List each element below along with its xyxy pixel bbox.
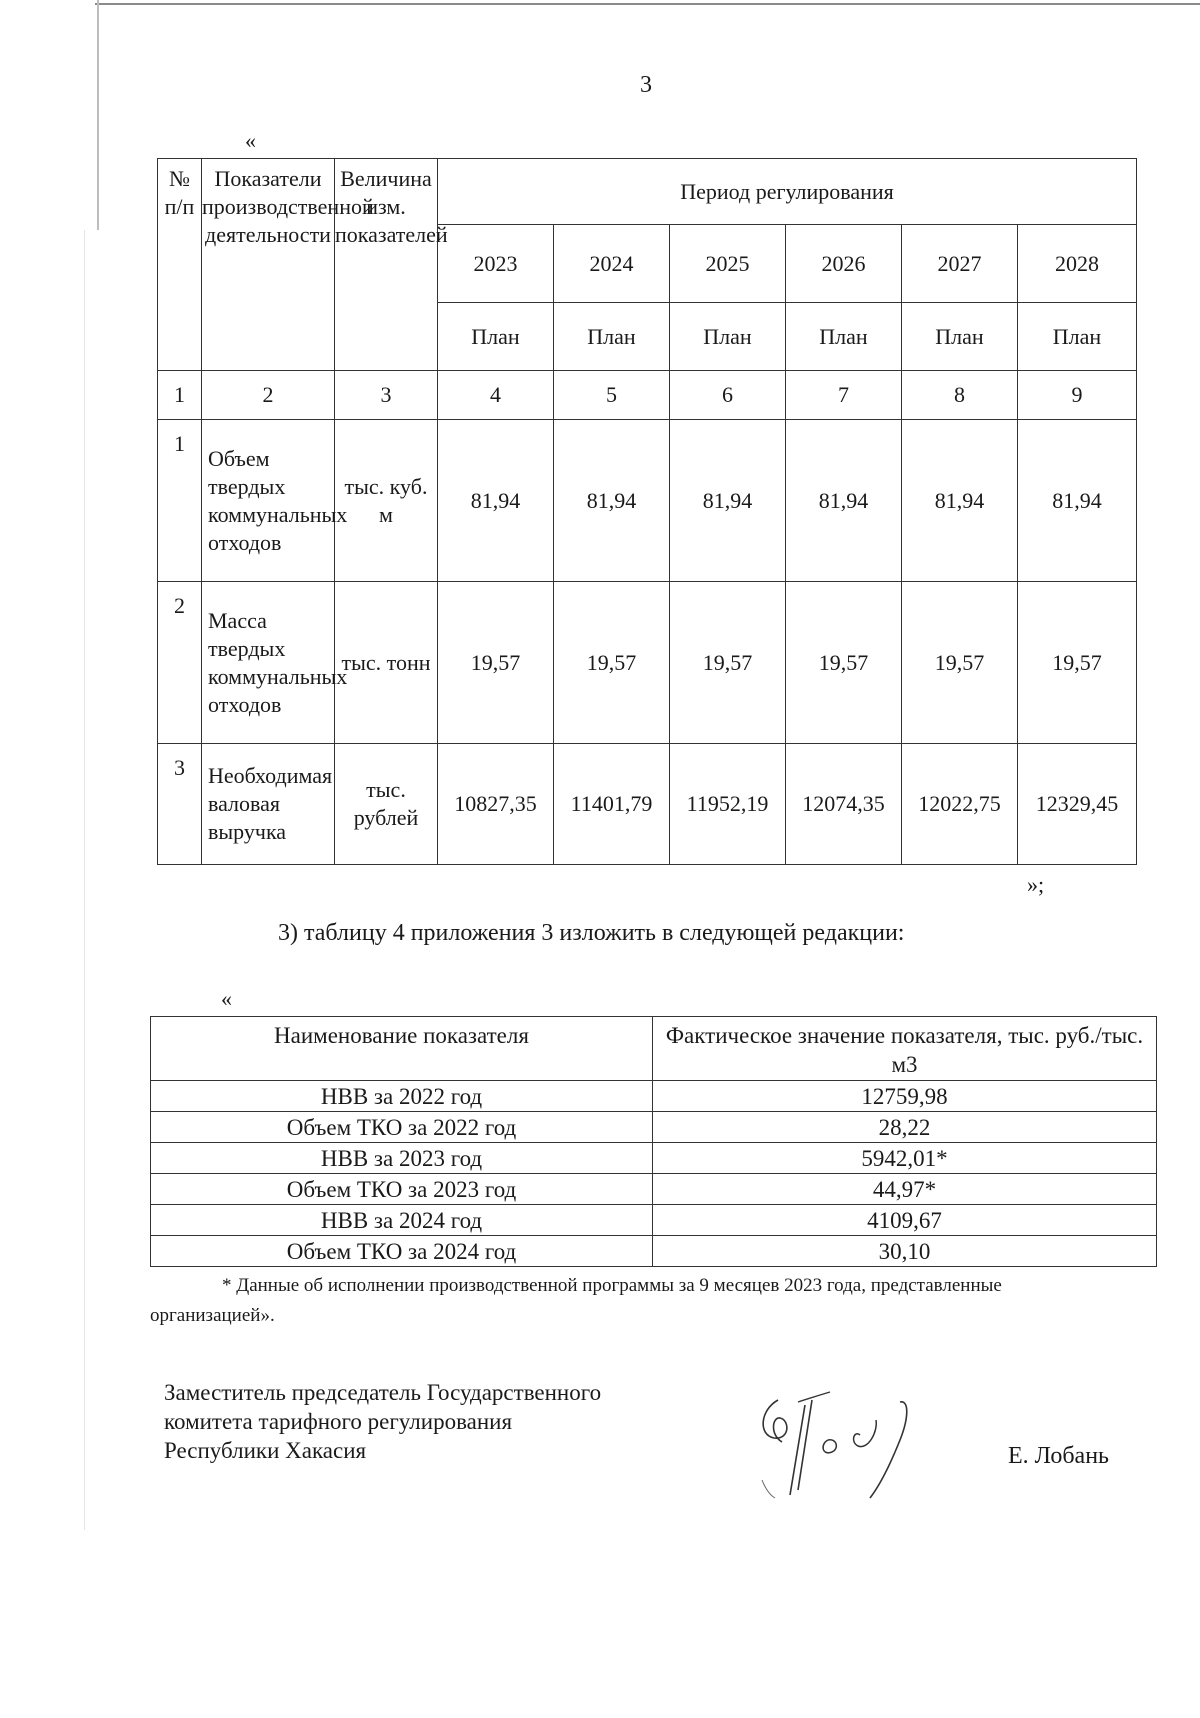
header-plan: План — [1018, 303, 1137, 371]
row-value: 81,94 — [902, 420, 1018, 582]
row-unit: тыс. куб. м — [335, 420, 438, 582]
row-value: 81,94 — [438, 420, 554, 582]
column-index: 7 — [786, 371, 902, 420]
row-value: 19,57 — [786, 582, 902, 744]
row-value: 12022,75 — [902, 744, 1018, 865]
signer-title — [164, 1378, 601, 1465]
row-unit: тыс. рублей — [335, 744, 438, 865]
header-row-number: № п/п — [158, 159, 202, 371]
column-index: 8 — [902, 371, 1018, 420]
header-plan: План — [438, 303, 554, 371]
column-index: 4 — [438, 371, 554, 420]
closing-quote-table1: »; — [1027, 872, 1045, 897]
handwritten-signature — [750, 1380, 950, 1510]
header-year: 2023 — [438, 225, 554, 303]
indicator-value: 44,97* — [653, 1174, 1157, 1205]
header-plan: План — [902, 303, 1018, 371]
indicator-name: НВВ за 2024 год — [151, 1205, 653, 1236]
indicator-value: 4109,67 — [653, 1205, 1157, 1236]
regulation-period-table — [157, 158, 1137, 865]
signer-name: Е. Лобань — [1008, 1443, 1109, 1469]
row-number: 3 — [158, 744, 202, 865]
header-year: 2027 — [902, 225, 1018, 303]
table-row — [158, 744, 1137, 865]
table-row — [151, 1143, 1157, 1174]
column-index: 3 — [335, 371, 438, 420]
opening-quote-table1: « — [245, 128, 256, 153]
indicator-name: Объем ТКО за 2023 год — [151, 1174, 653, 1205]
footnote-line: организацией». — [150, 1305, 275, 1326]
scan-edge-left-faint — [84, 230, 85, 1530]
header-indicator-name: Наименование показателя — [151, 1017, 653, 1081]
row-value: 19,57 — [554, 582, 670, 744]
header-indicator: Показатели производственной деятельности — [202, 159, 335, 371]
scan-edge-top — [95, 3, 1200, 5]
indicator-value: 12759,98 — [653, 1081, 1157, 1112]
row-number: 1 — [158, 420, 202, 582]
row-unit: тыс. тонн — [335, 582, 438, 744]
row-value: 19,57 — [670, 582, 786, 744]
header-period: Период регулирования — [438, 159, 1137, 225]
scan-edge-left — [97, 0, 99, 230]
table-row — [158, 420, 1137, 582]
signer-title-line: Республики Хакасия — [164, 1438, 367, 1463]
footnote-line: * Данные об исполнении производственной программы за 9 месяцев 2023 года, представленные — [222, 1275, 1002, 1296]
row-name: Масса твердых коммунальных отходов — [202, 582, 335, 744]
header-year: 2024 — [554, 225, 670, 303]
header-actual-value: Фактическое значение показателя, тыс. руб./тыс. м3 — [653, 1017, 1157, 1081]
table-row — [158, 582, 1137, 744]
row-value: 81,94 — [786, 420, 902, 582]
row-value: 11401,79 — [554, 744, 670, 865]
row-value: 12074,35 — [786, 744, 902, 865]
footnote — [150, 1271, 1156, 1331]
indicator-value: 5942,01* — [653, 1143, 1157, 1174]
header-year: 2026 — [786, 225, 902, 303]
row-value: 12329,45 — [1018, 744, 1137, 865]
header-year: 2025 — [670, 225, 786, 303]
header-plan: План — [554, 303, 670, 371]
indicator-name: Объем ТКО за 2022 год — [151, 1112, 653, 1143]
column-index: 5 — [554, 371, 670, 420]
row-value: 81,94 — [670, 420, 786, 582]
table-row — [151, 1205, 1157, 1236]
column-index-row — [158, 371, 1137, 420]
row-value: 19,57 — [1018, 582, 1137, 744]
row-value: 81,94 — [554, 420, 670, 582]
row-value: 81,94 — [1018, 420, 1137, 582]
signer-title-line: Заместитель председатель Государственного — [164, 1380, 602, 1405]
indicator-name: НВВ за 2022 год — [151, 1081, 653, 1112]
column-index: 6 — [670, 371, 786, 420]
indicator-name: Объем ТКО за 2024 год — [151, 1236, 653, 1267]
page-number: 3 — [640, 72, 652, 98]
row-value: 10827,35 — [438, 744, 554, 865]
table-row — [151, 1236, 1157, 1267]
row-value: 19,57 — [438, 582, 554, 744]
opening-quote-table2: « — [221, 986, 232, 1011]
row-value: 11952,19 — [670, 744, 786, 865]
signer-title-line: комитета тарифного регулирования — [164, 1409, 513, 1434]
row-name: Необходимая валовая выручка — [202, 744, 335, 865]
header-plan: План — [670, 303, 786, 371]
column-index: 9 — [1018, 371, 1137, 420]
indicator-name: НВВ за 2023 год — [151, 1143, 653, 1174]
header-unit: Величина изм. показателей — [335, 159, 438, 371]
indicator-value: 30,10 — [653, 1236, 1157, 1267]
actual-values-table — [150, 1016, 1157, 1267]
header-plan: План — [786, 303, 902, 371]
table-row — [151, 1112, 1157, 1143]
table-row — [151, 1174, 1157, 1205]
column-index: 1 — [158, 371, 202, 420]
indicator-value: 28,22 — [653, 1112, 1157, 1143]
row-name: Объем твердых коммунальных отходов — [202, 420, 335, 582]
row-value: 19,57 — [902, 582, 1018, 744]
header-year: 2028 — [1018, 225, 1137, 303]
amendment-instruction: 3) таблицу 4 приложения 3 изложить в следующей редакции: — [278, 920, 905, 946]
table-row — [151, 1081, 1157, 1112]
row-number: 2 — [158, 582, 202, 744]
column-index: 2 — [202, 371, 335, 420]
